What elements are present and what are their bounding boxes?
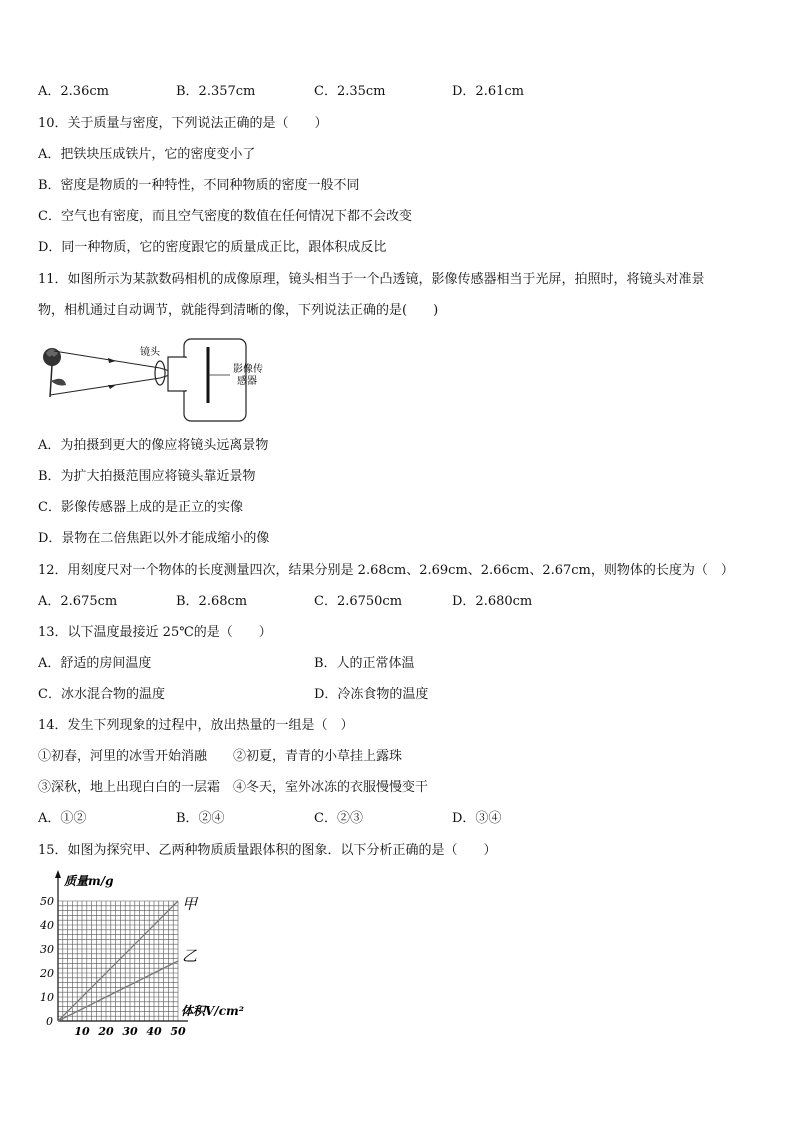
q14-option-a: A．①② — [38, 811, 87, 826]
q10-option-d: D．同一种物质，它的密度跟它的质量成正比，跟体积成反比 — [38, 240, 387, 255]
chart-labels — [39, 874, 244, 1038]
rose-icon — [43, 348, 66, 397]
series-line-2 — [58, 961, 178, 1021]
q13-option-c: C．冰水混合物的温度 — [38, 687, 165, 702]
x-tick-label: 40 — [146, 1025, 162, 1038]
q13-option-d: D．冷冻食物的温度 — [314, 687, 429, 702]
series-label-1: 甲 — [182, 895, 198, 913]
y-tick-label: 30 — [40, 943, 54, 956]
y-axis-label: 质量m/g — [64, 874, 114, 888]
q14-option-c: C．②③ — [314, 811, 363, 826]
q14-items-line1: ①初春，河里的冰雪开始消融 ②初夏，青青的小草挂上露珠 — [38, 749, 403, 764]
chart-series — [58, 901, 178, 1021]
y-tick-label: 50 — [40, 895, 54, 908]
q13-option-b: B．人的正常体温 — [314, 656, 415, 671]
q9-option-b: B．2.357cm — [176, 84, 256, 99]
q14-stem: 14．发生下列现象的过程中，放出热量的一组是（ ） — [38, 718, 354, 733]
y-tick-label: 10 — [40, 991, 54, 1004]
q12-stem: 12．用刻度尺对一个物体的长度测量四次，结果分别是 2.68cm、2.69cm、2.66cm、2.67cm，则物体的长度为（ ） — [38, 563, 734, 578]
sensor-label-2: 感器 — [237, 376, 257, 387]
lens-barrel — [168, 357, 186, 391]
q14-items-line2: ③深秋，地上出现白白的一层霜 ④冬天，室外冰冻的衣服慢慢变干 — [38, 780, 429, 795]
q10-option-a: A．把铁块压成铁片，它的密度变小了 — [38, 147, 256, 162]
camera-diagram — [36, 335, 276, 425]
q9-option-c: C．2.35cm — [314, 84, 386, 99]
origin-label: 0 — [46, 1015, 53, 1028]
sensor-label-1: 影像传 — [233, 364, 263, 375]
ray-bottom — [50, 378, 160, 395]
q10-option-c: C．空气也有密度，而且空气密度的数值在任何情况下都不会改变 — [38, 209, 412, 224]
q9-option-d: D．2.61cm — [452, 84, 524, 99]
q12-option-d: D．2.680cm — [452, 594, 533, 609]
q10-stem: 10．关于质量与密度，下列说法正确的是（ ） — [38, 116, 328, 131]
chart-axes — [55, 870, 188, 1021]
q13-stem: 13．以下温度最接近 25℃的是（ ） — [38, 625, 272, 640]
q11-option-b: B．为扩大拍摄范围应将镜头靠近景物 — [38, 469, 256, 484]
q12-option-b: B．2.68cm — [176, 594, 248, 609]
q11-stem-line1: 11．如图所示为某款数码相机的成像原理，镜头相当于一个凸透镜，影像传感器相当于光屏，拍照时，将镜头对准景 — [38, 272, 705, 287]
lens-label: 镜头 — [140, 347, 160, 358]
q9-option-a: A．2.36cm — [38, 84, 109, 99]
y-tick-label: 40 — [40, 919, 54, 932]
q15-stem: 15．如图为探究甲、乙两种物质质量跟体积的图象．以下分析正确的是（ ） — [38, 843, 497, 858]
q10-option-b: B．密度是物质的一种特性，不同种物质的密度一般不同 — [38, 178, 360, 193]
q11-option-a: A．为拍摄到更大的像应将镜头远离景物 — [38, 438, 269, 453]
x-tick-label: 30 — [122, 1025, 138, 1038]
q11-stem-line2: 物，相机通过自动调节，就能得到清晰的像，下列说法正确的是( ) — [38, 303, 439, 318]
q14-option-d: D．③④ — [452, 811, 502, 826]
x-axis-label: 体积V/cm² — [181, 1004, 244, 1018]
mass-volume-chart — [30, 868, 260, 1040]
q13-option-a: A．舒适的房间温度 — [38, 656, 152, 671]
q11-option-d: D．景物在二倍焦距以外才能成缩小的像 — [38, 531, 270, 546]
q11-option-c: C．影像传感器上成的是正立的实像 — [38, 500, 243, 515]
q12-option-a: A．2.675cm — [38, 594, 118, 609]
series-label-2: 乙 — [182, 947, 198, 965]
x-tick-label: 50 — [170, 1025, 186, 1038]
series-line-1 — [58, 901, 178, 1021]
y-tick-label: 20 — [40, 967, 54, 980]
x-tick-label: 10 — [74, 1025, 90, 1038]
x-tick-label: 20 — [98, 1025, 114, 1038]
y-axis-arrow-icon — [55, 870, 61, 878]
convex-lens-icon — [155, 361, 165, 385]
q14-option-b: B．②④ — [176, 811, 225, 826]
q12-option-c: C．2.6750cm — [314, 594, 403, 609]
